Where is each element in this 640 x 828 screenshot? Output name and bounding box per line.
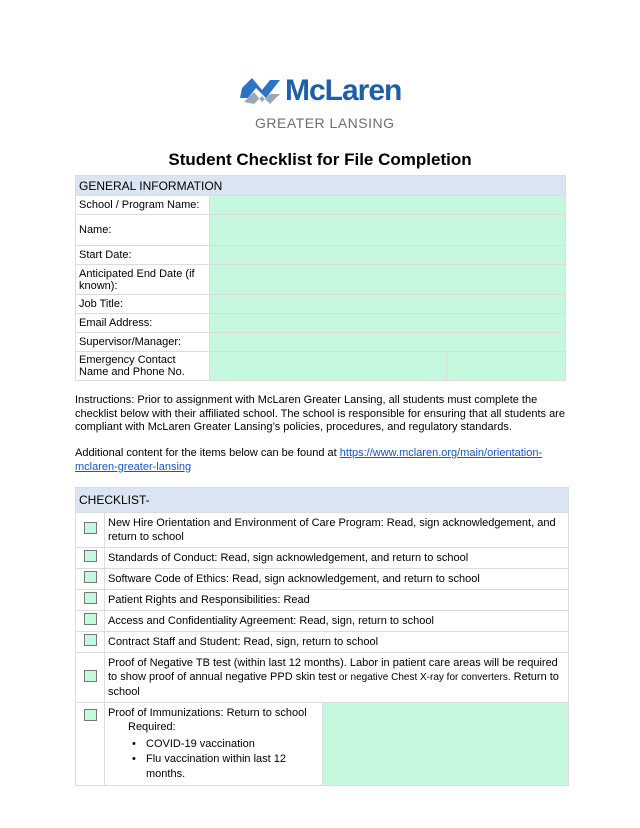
checklist-item: Patient Rights and Responsibilities: Read — [105, 590, 569, 611]
orientation-link[interactable]: https://www.mclaren.org/main/orientation-mclaren-greater-lansing — [75, 447, 543, 473]
supervisor-manager-field[interactable] — [210, 333, 566, 352]
mclaren-logo-mark-icon — [240, 76, 282, 106]
email-address-field[interactable] — [210, 314, 566, 333]
emergency-contact-name-field[interactable] — [210, 352, 447, 381]
checkbox[interactable] — [84, 522, 97, 534]
required-label: Required: — [128, 721, 176, 733]
list-item: • COVID-19 vaccination — [132, 738, 255, 750]
tb-text-2: or negative Chest X-ray for converters. — [336, 672, 511, 683]
checkbox[interactable] — [84, 592, 97, 604]
field-label: Emergency Contact Name and Phone No. — [76, 352, 210, 381]
job-title-field[interactable] — [210, 295, 566, 314]
immunizations-entry-field[interactable] — [323, 703, 569, 786]
tb-text-3: Return to school — [108, 671, 559, 698]
general-info-table — [75, 175, 566, 381]
checklist-header: CHECKLIST- — [76, 488, 569, 513]
checkbox[interactable] — [84, 613, 97, 625]
checklist-item-tb — [105, 653, 569, 703]
field-label: Anticipated End Date (if known): — [76, 265, 210, 295]
field-label: Name: — [76, 215, 210, 246]
checkbox[interactable] — [84, 550, 97, 562]
field-label: Job Title: — [76, 295, 210, 314]
field-label: School / Program Name: — [76, 196, 210, 215]
instructions-text: Instructions: Prior to assignment with McLaren Greater Lansing, all students must complete the checklist below with their affiliated school. The school is responsible for ensuring that all students are compliant with McLaren Greater Lansing’s policies, procedures, and regulatory standards. — [75, 394, 565, 433]
logo-subtitle: GREATER LANSING — [255, 115, 395, 131]
checklist-item: Software Code of Ethics: Read, sign acknowledgement, and return to school — [105, 569, 569, 590]
checklist-item: New Hire Orientation and Environment of Care Program: Read, sign acknowledgement, and return to school — [105, 513, 569, 548]
logo-name: McLaren — [285, 74, 402, 107]
checklist-item-immunizations — [105, 703, 323, 786]
checklist-item: Standards of Conduct: Read, sign acknowledgement, and return to school — [105, 548, 569, 569]
tb-text-1: Proof of Negative TB test (within last 12 months). Labor in patient care areas will be required to show proof of annual negative PPD skin test — [108, 657, 558, 683]
field-label: Start Date: — [76, 246, 210, 265]
name-field[interactable] — [210, 215, 566, 246]
list-item: • Flu vaccination within last 12 months. — [132, 753, 287, 780]
page-title: Student Checklist for File Completion — [168, 150, 472, 169]
school-program-name-field[interactable] — [210, 196, 566, 215]
immunizations-label: Proof of Immunizations: Return to school — [108, 707, 307, 719]
checklist-item: Access and Confidentiality Agreement: Read, sign, return to school — [105, 611, 569, 632]
checklist-item: Contract Staff and Student: Read, sign, return to school — [105, 632, 569, 653]
checkbox[interactable] — [84, 709, 97, 721]
start-date-field[interactable] — [210, 246, 566, 265]
checkbox[interactable] — [84, 670, 97, 682]
general-info-header: GENERAL INFORMATION — [76, 176, 566, 196]
field-label: Email Address: — [76, 314, 210, 333]
emergency-contact-phone-field[interactable] — [447, 352, 566, 381]
checkbox[interactable] — [84, 571, 97, 583]
end-date-field[interactable] — [210, 265, 566, 295]
additional-text: Additional content for the items below can be found at — [75, 447, 340, 459]
field-label: Supervisor/Manager: — [76, 333, 210, 352]
checkbox[interactable] — [84, 634, 97, 646]
checklist-table — [75, 487, 569, 786]
mclaren-logo — [240, 74, 410, 134]
additional-content — [75, 447, 570, 474]
